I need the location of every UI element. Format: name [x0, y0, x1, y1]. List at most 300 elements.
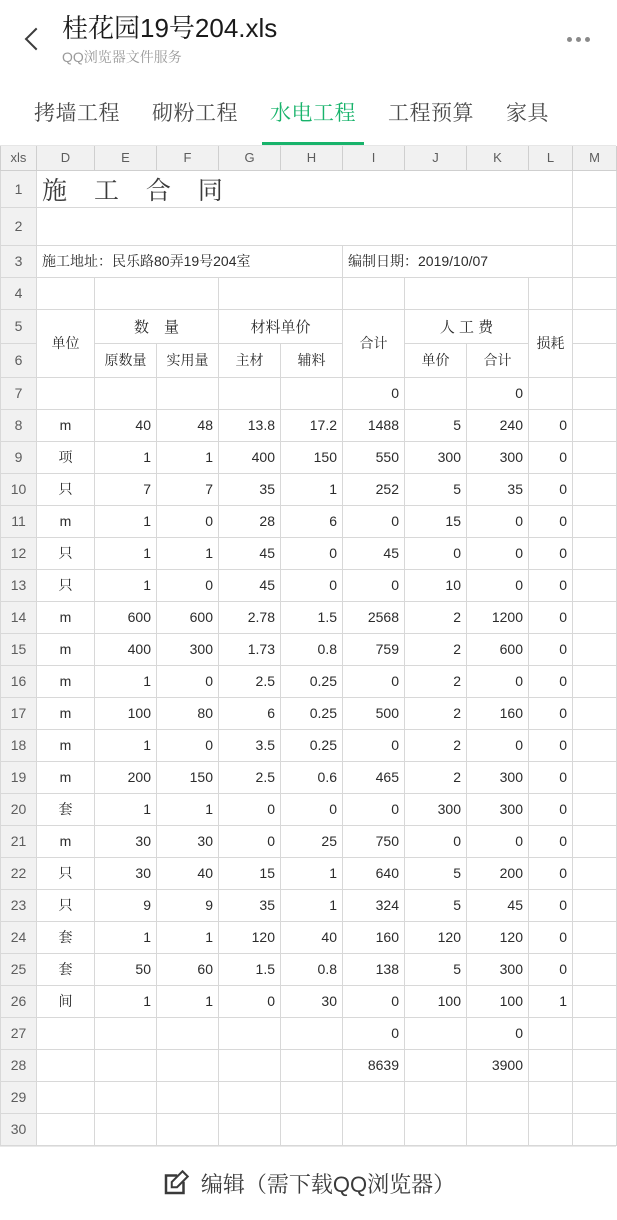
row-header-20[interactable]: 20 — [1, 793, 37, 825]
cell-unit[interactable]: 只 — [37, 537, 95, 569]
cell-loss[interactable] — [529, 1017, 573, 1049]
cell-mat-aux[interactable]: 0.25 — [281, 729, 343, 761]
cell-mat-main[interactable]: 35 — [219, 889, 281, 921]
cell-mat-aux[interactable]: 0.25 — [281, 665, 343, 697]
cell-qty-original[interactable]: 1 — [95, 505, 157, 537]
cell-mat-aux[interactable] — [281, 377, 343, 409]
cell-qty-actual[interactable]: 7 — [157, 473, 219, 505]
cell-blank[interactable] — [573, 953, 617, 985]
cell-blank[interactable] — [405, 1113, 467, 1145]
cell-header-labor-total[interactable]: 合计 — [467, 343, 529, 377]
cell-qty-original[interactable]: 1 — [95, 569, 157, 601]
table-row[interactable] — [1, 953, 617, 985]
table-row[interactable] — [1, 601, 617, 633]
cell-blank[interactable] — [467, 1113, 529, 1145]
cell-loss[interactable]: 0 — [529, 729, 573, 761]
cell-labor-unit[interactable]: 5 — [405, 473, 467, 505]
cell-unit[interactable]: m — [37, 825, 95, 857]
cell-total[interactable]: 750 — [343, 825, 405, 857]
cell-qty-original[interactable]: 1 — [95, 985, 157, 1017]
row-header-6[interactable]: 6 — [1, 343, 37, 377]
row-header-27[interactable]: 27 — [1, 1017, 37, 1049]
cell-labor-total[interactable]: 1200 — [467, 601, 529, 633]
row-header-14[interactable]: 14 — [1, 601, 37, 633]
cell-loss[interactable]: 0 — [529, 921, 573, 953]
cell-loss[interactable]: 0 — [529, 697, 573, 729]
cell-total[interactable]: 1488 — [343, 409, 405, 441]
cell-blank[interactable] — [573, 793, 617, 825]
cell-mat-main[interactable]: 0 — [219, 825, 281, 857]
cell-blank[interactable] — [37, 207, 573, 245]
cell-qty-original[interactable]: 7 — [95, 473, 157, 505]
cell-qty-actual[interactable]: 1 — [157, 441, 219, 473]
cell-qty-original[interactable]: 100 — [95, 697, 157, 729]
cell-total[interactable] — [343, 1081, 405, 1113]
row-header-23[interactable]: 23 — [1, 889, 37, 921]
cell-qty-original[interactable]: 1 — [95, 441, 157, 473]
cell-blank[interactable] — [37, 1113, 95, 1145]
cell-mat-aux[interactable]: 0 — [281, 537, 343, 569]
cell-blank[interactable] — [573, 985, 617, 1017]
cell-mat-main[interactable]: 6 — [219, 697, 281, 729]
cell-qty-actual[interactable]: 1 — [157, 985, 219, 1017]
cell-loss[interactable]: 0 — [529, 601, 573, 633]
cell-blank[interactable] — [573, 505, 617, 537]
cell-mat-main[interactable] — [219, 1017, 281, 1049]
column-header-L[interactable]: L — [529, 146, 573, 170]
cell-unit[interactable]: m — [37, 729, 95, 761]
cell-blank[interactable] — [343, 277, 405, 309]
cell-mat-aux[interactable]: 0 — [281, 569, 343, 601]
cell-labor-unit[interactable]: 5 — [405, 889, 467, 921]
cell-header-total[interactable]: 合计 — [343, 309, 405, 377]
cell-qty-actual[interactable]: 60 — [157, 953, 219, 985]
cell-qty-actual[interactable]: 1 — [157, 537, 219, 569]
table-row[interactable] — [1, 697, 617, 729]
cell-qty-actual[interactable]: 1 — [157, 921, 219, 953]
cell-blank[interactable] — [573, 441, 617, 473]
cell-loss[interactable]: 0 — [529, 473, 573, 505]
cell-qty-original[interactable]: 1 — [95, 921, 157, 953]
table-row[interactable] — [1, 1049, 617, 1081]
cell-labor-unit[interactable]: 2 — [405, 601, 467, 633]
cell-qty-actual[interactable] — [157, 1017, 219, 1049]
cell-unit[interactable]: 套 — [37, 793, 95, 825]
cell-labor-unit[interactable]: 5 — [405, 409, 467, 441]
cell-blank[interactable] — [573, 1017, 617, 1049]
spreadsheet-grid[interactable] — [0, 146, 617, 1146]
back-button[interactable] — [10, 9, 56, 69]
column-header-E[interactable]: E — [95, 146, 157, 170]
cell-total[interactable]: 759 — [343, 633, 405, 665]
spreadsheet-viewport[interactable] — [0, 146, 616, 1146]
cell-doc-title[interactable]: 施 工 合 同 — [37, 170, 573, 207]
cell-mat-aux[interactable]: 150 — [281, 441, 343, 473]
cell-header-material-price[interactable]: 材料单价 — [219, 309, 343, 343]
cell-mat-main[interactable]: 45 — [219, 569, 281, 601]
cell-total[interactable]: 550 — [343, 441, 405, 473]
cell-blank[interactable] — [573, 569, 617, 601]
cell-labor-unit[interactable]: 2 — [405, 697, 467, 729]
cell-blank[interactable] — [573, 343, 617, 377]
cell-mat-aux[interactable]: 25 — [281, 825, 343, 857]
cell-qty-original[interactable]: 1 — [95, 729, 157, 761]
cell-total[interactable]: 465 — [343, 761, 405, 793]
cell-qty-original[interactable]: 1 — [95, 537, 157, 569]
table-row[interactable] — [1, 1113, 617, 1145]
cell-mat-main[interactable]: 1.5 — [219, 953, 281, 985]
tab-sheet-1[interactable]: 砌粉工程 — [152, 101, 238, 125]
cell-loss[interactable]: 0 — [529, 761, 573, 793]
cell-unit[interactable]: m — [37, 633, 95, 665]
sheet-tab-bar[interactable] — [0, 78, 616, 146]
row-header-11[interactable]: 11 — [1, 505, 37, 537]
cell-qty-actual[interactable]: 9 — [157, 889, 219, 921]
table-row[interactable] — [1, 729, 617, 761]
cell-blank[interactable] — [573, 473, 617, 505]
cell-qty-original[interactable] — [95, 1017, 157, 1049]
cell-labor-unit[interactable]: 2 — [405, 633, 467, 665]
cell-labor-total[interactable]: 0 — [467, 825, 529, 857]
tab-sheet-4[interactable]: 家具 — [506, 101, 549, 125]
table-row[interactable] — [1, 985, 617, 1017]
cell-mat-main[interactable] — [219, 1049, 281, 1081]
row-header-18[interactable]: 18 — [1, 729, 37, 761]
cell-qty-actual[interactable]: 0 — [157, 665, 219, 697]
cell-labor-total[interactable]: 240 — [467, 409, 529, 441]
cell-loss[interactable] — [529, 1049, 573, 1081]
cell-blank[interactable] — [573, 537, 617, 569]
row-header-13[interactable]: 13 — [1, 569, 37, 601]
row-header-15[interactable]: 15 — [1, 633, 37, 665]
cell-labor-total[interactable]: 0 — [467, 1017, 529, 1049]
row-header-9[interactable]: 9 — [1, 441, 37, 473]
row-header-25[interactable]: 25 — [1, 953, 37, 985]
cell-unit[interactable] — [37, 1017, 95, 1049]
cell-labor-total[interactable]: 35 — [467, 473, 529, 505]
row-header-22[interactable]: 22 — [1, 857, 37, 889]
cell-blank[interactable] — [573, 697, 617, 729]
cell-header-mat-main[interactable]: 主材 — [219, 343, 281, 377]
cell-blank[interactable] — [573, 377, 617, 409]
cell-mat-aux[interactable]: 30 — [281, 985, 343, 1017]
cell-labor-total[interactable]: 0 — [467, 569, 529, 601]
cell-blank[interactable] — [573, 665, 617, 697]
cell-blank[interactable] — [573, 409, 617, 441]
cell-loss[interactable]: 0 — [529, 409, 573, 441]
table-row[interactable] — [1, 825, 617, 857]
cell-labor-total[interactable]: 100 — [467, 985, 529, 1017]
row-header-5[interactable]: 5 — [1, 309, 37, 343]
cell-unit[interactable]: m — [37, 409, 95, 441]
cell-unit[interactable]: 只 — [37, 889, 95, 921]
cell-qty-original[interactable] — [95, 377, 157, 409]
cell-unit[interactable]: m — [37, 761, 95, 793]
cell-qty-original[interactable]: 1 — [95, 793, 157, 825]
table-row[interactable] — [1, 505, 617, 537]
cell-blank[interactable] — [573, 245, 617, 277]
column-header-K[interactable]: K — [467, 146, 529, 170]
cell-loss[interactable]: 0 — [529, 953, 573, 985]
cell-blank[interactable] — [343, 1113, 405, 1145]
cell-blank[interactable] — [573, 207, 617, 245]
cell-qty-original[interactable]: 30 — [95, 857, 157, 889]
bottom-action-bar[interactable] — [0, 1146, 616, 1220]
cell-blank[interactable] — [573, 921, 617, 953]
cell-blank[interactable] — [573, 1081, 617, 1113]
cell-site-address[interactable]: 施工地址：民乐路80弄19号204室 — [37, 245, 343, 277]
cell-loss[interactable]: 1 — [529, 985, 573, 1017]
row-header-21[interactable]: 21 — [1, 825, 37, 857]
table-row[interactable] — [1, 409, 617, 441]
cell-header-loss[interactable]: 损耗 — [529, 309, 573, 377]
cell-qty-original[interactable]: 30 — [95, 825, 157, 857]
cell-qty-actual[interactable]: 0 — [157, 729, 219, 761]
cell-unit[interactable]: m — [37, 697, 95, 729]
cell-loss[interactable]: 0 — [529, 825, 573, 857]
cell-labor-total[interactable]: 0 — [467, 729, 529, 761]
table-row[interactable] — [1, 1081, 617, 1113]
cell-labor-total[interactable]: 600 — [467, 633, 529, 665]
cell-loss[interactable]: 0 — [529, 633, 573, 665]
edit-button-label[interactable]: 编辑（需下载QQ浏览器） — [200, 1171, 456, 1197]
cell-header-mat-aux[interactable]: 辅料 — [281, 343, 343, 377]
cell-qty-actual[interactable]: 80 — [157, 697, 219, 729]
row-header-16[interactable]: 16 — [1, 665, 37, 697]
cell-mat-aux[interactable]: 1 — [281, 889, 343, 921]
cell-loss[interactable]: 0 — [529, 889, 573, 921]
cell-total[interactable]: 0 — [343, 569, 405, 601]
row-header-19[interactable]: 19 — [1, 761, 37, 793]
row-header-1[interactable]: 1 — [1, 170, 37, 207]
cell-labor-total[interactable]: 120 — [467, 921, 529, 953]
cell-unit[interactable]: 只 — [37, 473, 95, 505]
cell-blank[interactable] — [529, 277, 573, 309]
row-header-2[interactable]: 2 — [1, 207, 37, 245]
table-row[interactable] — [1, 857, 617, 889]
cell-blank[interactable] — [281, 1113, 343, 1145]
cell-blank[interactable] — [573, 1049, 617, 1081]
table-row[interactable] — [1, 633, 617, 665]
cell-qty-original[interactable]: 400 — [95, 633, 157, 665]
cell-mat-main[interactable]: 13.8 — [219, 409, 281, 441]
cell-mat-aux[interactable]: 0 — [281, 793, 343, 825]
cell-labor-unit[interactable] — [405, 377, 467, 409]
cell-labor-total[interactable]: 300 — [467, 793, 529, 825]
cell-unit[interactable]: 只 — [37, 857, 95, 889]
cell-blank[interactable] — [573, 170, 617, 207]
cell-mat-main[interactable]: 2.5 — [219, 665, 281, 697]
cell-labor-total[interactable]: 300 — [467, 761, 529, 793]
cell-labor-total[interactable]: 300 — [467, 953, 529, 985]
cell-qty-original[interactable] — [95, 1049, 157, 1081]
cell-qty-original[interactable]: 40 — [95, 409, 157, 441]
cell-labor-unit[interactable]: 120 — [405, 921, 467, 953]
cell-qty-original[interactable]: 600 — [95, 601, 157, 633]
cell-qty-actual[interactable]: 0 — [157, 569, 219, 601]
cell-header-quantity[interactable]: 数 量 — [95, 309, 219, 343]
cell-total[interactable]: 2568 — [343, 601, 405, 633]
cell-blank[interactable] — [219, 277, 343, 309]
cell-unit[interactable] — [37, 1081, 95, 1113]
row-header-24[interactable]: 24 — [1, 921, 37, 953]
cell-labor-unit[interactable]: 300 — [405, 793, 467, 825]
table-row[interactable] — [1, 921, 617, 953]
cell-blank[interactable] — [573, 889, 617, 921]
cell-header-labor[interactable]: 人 工 费 — [405, 309, 529, 343]
cell-mat-aux[interactable] — [281, 1081, 343, 1113]
cell-unit[interactable]: m — [37, 665, 95, 697]
cell-header-qty-actual[interactable]: 实用量 — [157, 343, 219, 377]
column-header-D[interactable]: D — [37, 146, 95, 170]
cell-mat-aux[interactable]: 1 — [281, 857, 343, 889]
cell-total[interactable]: 138 — [343, 953, 405, 985]
cell-loss[interactable]: 0 — [529, 665, 573, 697]
cell-unit[interactable]: 项 — [37, 441, 95, 473]
cell-labor-total[interactable]: 0 — [467, 377, 529, 409]
grid-corner[interactable]: xls — [1, 146, 37, 170]
cell-qty-actual[interactable]: 48 — [157, 409, 219, 441]
table-row[interactable] — [1, 309, 617, 343]
cell-mat-main[interactable]: 400 — [219, 441, 281, 473]
cell-mat-main[interactable]: 15 — [219, 857, 281, 889]
tab-sheet-0[interactable]: 拷墙工程 — [34, 101, 120, 125]
cell-qty-original[interactable]: 200 — [95, 761, 157, 793]
cell-blank[interactable] — [573, 761, 617, 793]
cell-mat-aux[interactable]: 6 — [281, 505, 343, 537]
cell-total[interactable]: 640 — [343, 857, 405, 889]
cell-compile-date[interactable]: 编制日期：2019/10/07 — [343, 245, 573, 277]
cell-mat-aux[interactable]: 17.2 — [281, 409, 343, 441]
cell-mat-main[interactable]: 1.73 — [219, 633, 281, 665]
table-row[interactable] — [1, 377, 617, 409]
cell-labor-total[interactable]: 0 — [467, 537, 529, 569]
column-header-H[interactable]: H — [281, 146, 343, 170]
cell-header-unit[interactable]: 单位 — [37, 309, 95, 377]
table-row[interactable] — [1, 1017, 617, 1049]
cell-total[interactable]: 0 — [343, 665, 405, 697]
cell-mat-main[interactable] — [219, 1081, 281, 1113]
cell-loss[interactable] — [529, 1081, 573, 1113]
cell-total[interactable]: 0 — [343, 505, 405, 537]
cell-mat-aux[interactable]: 1.5 — [281, 601, 343, 633]
row-header-17[interactable]: 17 — [1, 697, 37, 729]
cell-mat-aux[interactable]: 0.25 — [281, 697, 343, 729]
row-header-26[interactable]: 26 — [1, 985, 37, 1017]
cell-labor-unit[interactable]: 15 — [405, 505, 467, 537]
cell-qty-actual[interactable]: 40 — [157, 857, 219, 889]
cell-labor-unit[interactable]: 2 — [405, 761, 467, 793]
cell-mat-aux[interactable]: 40 — [281, 921, 343, 953]
tab-sheet-2[interactable]: 水电工程 — [254, 78, 372, 145]
cell-qty-actual[interactable] — [157, 377, 219, 409]
row-header-4[interactable]: 4 — [1, 277, 37, 309]
cell-labor-unit[interactable]: 100 — [405, 985, 467, 1017]
column-header-J[interactable]: J — [405, 146, 467, 170]
cell-loss[interactable]: 0 — [529, 793, 573, 825]
table-row[interactable] — [1, 889, 617, 921]
cell-unit[interactable]: 间 — [37, 985, 95, 1017]
table-row[interactable] — [1, 793, 617, 825]
cell-labor-total[interactable]: 200 — [467, 857, 529, 889]
cell-labor-total[interactable]: 300 — [467, 441, 529, 473]
cell-labor-unit[interactable]: 300 — [405, 441, 467, 473]
cell-unit[interactable] — [37, 377, 95, 409]
cell-mat-aux[interactable]: 0.8 — [281, 633, 343, 665]
cell-labor-total[interactable]: 160 — [467, 697, 529, 729]
table-row[interactable] — [1, 207, 617, 245]
cell-mat-aux[interactable] — [281, 1017, 343, 1049]
table-row[interactable] — [1, 245, 617, 277]
cell-blank[interactable] — [95, 277, 219, 309]
cell-mat-main[interactable] — [219, 377, 281, 409]
cell-mat-main[interactable]: 3.5 — [219, 729, 281, 761]
cell-labor-unit[interactable] — [405, 1049, 467, 1081]
tab-sheet-3[interactable]: 工程预算 — [388, 101, 474, 125]
cell-loss[interactable] — [529, 377, 573, 409]
cell-mat-main[interactable]: 0 — [219, 985, 281, 1017]
row-header-30[interactable]: 30 — [1, 1113, 37, 1145]
cell-blank[interactable] — [573, 277, 617, 309]
cell-labor-unit[interactable]: 5 — [405, 953, 467, 985]
cell-unit[interactable]: m — [37, 601, 95, 633]
cell-mat-aux[interactable]: 0.8 — [281, 953, 343, 985]
cell-qty-actual[interactable]: 600 — [157, 601, 219, 633]
cell-loss[interactable]: 0 — [529, 441, 573, 473]
cell-mat-aux[interactable] — [281, 1049, 343, 1081]
row-header-7[interactable]: 7 — [1, 377, 37, 409]
cell-labor-unit[interactable] — [405, 1081, 467, 1113]
cell-labor-unit[interactable]: 5 — [405, 857, 467, 889]
cell-header-qty-original[interactable]: 原数量 — [95, 343, 157, 377]
cell-mat-main[interactable]: 28 — [219, 505, 281, 537]
row-header-8[interactable]: 8 — [1, 409, 37, 441]
cell-labor-unit[interactable]: 2 — [405, 729, 467, 761]
cell-total[interactable]: 324 — [343, 889, 405, 921]
cell-total[interactable]: 0 — [343, 985, 405, 1017]
cell-labor-total[interactable]: 3900 — [467, 1049, 529, 1081]
more-dots-icon[interactable] — [554, 15, 602, 63]
spreadsheet-data-rows[interactable] — [1, 377, 617, 1113]
cell-blank[interactable] — [529, 1113, 573, 1145]
cell-mat-main[interactable]: 35 — [219, 473, 281, 505]
cell-header-labor-unit[interactable]: 单价 — [405, 343, 467, 377]
table-row[interactable] — [1, 441, 617, 473]
row-header-10[interactable]: 10 — [1, 473, 37, 505]
row-header-28[interactable]: 28 — [1, 1049, 37, 1081]
cell-labor-total[interactable]: 45 — [467, 889, 529, 921]
cell-unit[interactable]: 套 — [37, 953, 95, 985]
cell-blank[interactable] — [573, 309, 617, 343]
row-header-3[interactable]: 3 — [1, 245, 37, 277]
cell-labor-unit[interactable]: 10 — [405, 569, 467, 601]
cell-qty-actual[interactable] — [157, 1049, 219, 1081]
table-row[interactable] — [1, 569, 617, 601]
table-row[interactable] — [1, 665, 617, 697]
cell-blank[interactable] — [37, 277, 95, 309]
cell-qty-actual[interactable] — [157, 1081, 219, 1113]
cell-loss[interactable]: 0 — [529, 537, 573, 569]
cell-loss[interactable]: 0 — [529, 569, 573, 601]
cell-unit[interactable]: 只 — [37, 569, 95, 601]
cell-qty-actual[interactable]: 300 — [157, 633, 219, 665]
cell-blank[interactable] — [573, 1113, 617, 1145]
table-row[interactable] — [1, 277, 617, 309]
cell-blank[interactable] — [573, 825, 617, 857]
row-header-12[interactable]: 12 — [1, 537, 37, 569]
cell-total[interactable]: 45 — [343, 537, 405, 569]
cell-unit[interactable]: 套 — [37, 921, 95, 953]
